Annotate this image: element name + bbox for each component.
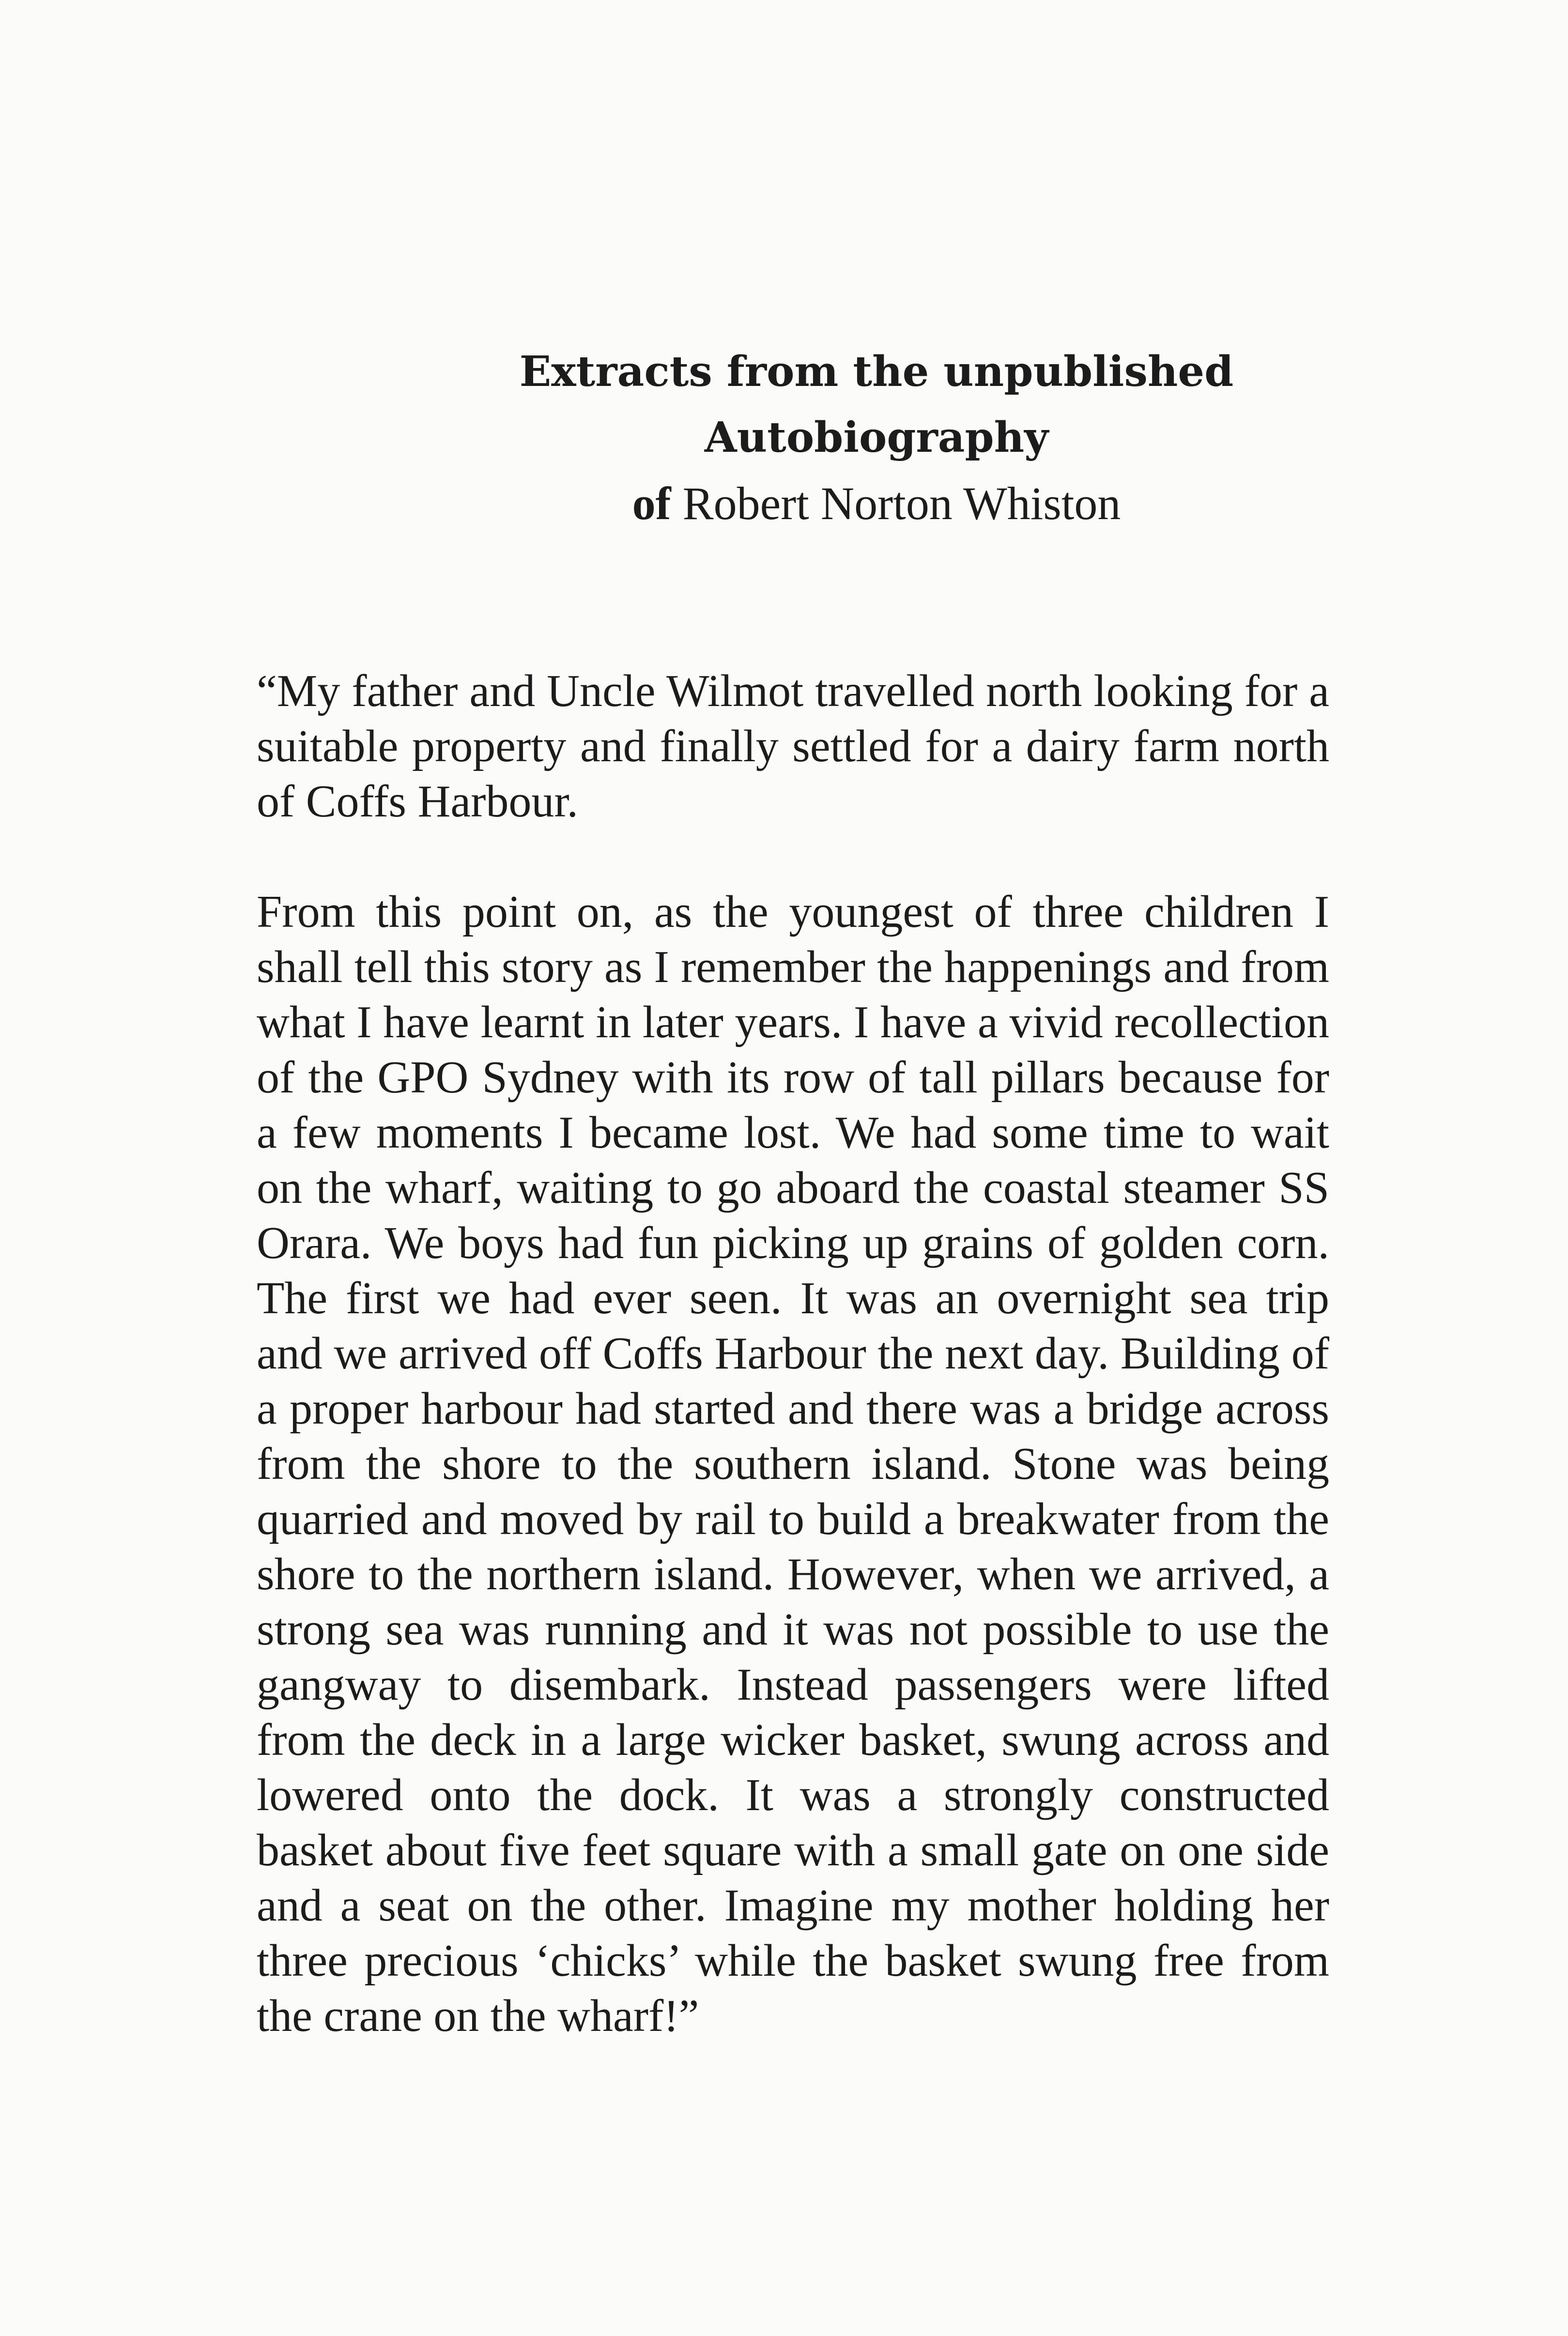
heading-block [513,339,1240,537]
heading-line-2: Autobiography [704,413,1049,462]
paragraph-1: “My father and Uncle Wilmot travelled north looking for a suitable property and finally settled for a dairy farm north of Coffs Harbour. [257,666,1329,827]
body-text [257,663,1329,2044]
heading-line-3 [513,471,1240,537]
heading-of: of [632,477,671,529]
author-name: Robert Norton Whiston [682,477,1121,529]
paragraph-2: From this point on, as the youngest of three children I shall tell this story as I remember the happenings and from what I have learnt in later years. I have a vivid recollection of the GPO Sydney with its row of tall pillars because for a few moments I became lost. We had some time to wait on the wharf, waiting to go aboard the coastal steamer SS Orara. We boys had fun picking up grains of golden corn. The first we had ever seen. It was an overnight sea trip and we arrived off Coffs Harbour the next day. Building of a proper harbour had started and there was a bridge across from the shore to the southern island. Stone was being quarried and moved by rail to build a breakwater from the shore to the northern island. However, when we arrived, a strong sea was running and it was not possible to use the gangway to disembark. Instead passengers were lifted from the deck in a large wicker basket, swung across and lowered onto the dock. It was a strongly constructed basket about five feet square with a small gate on one side and a seat on the other. Imagine my mother holding her three precious ‘chicks’ while the basket swung free from the crane on the wharf!” [257,887,1329,2041]
heading-line-1: Extracts from the unpublished [519,347,1234,396]
